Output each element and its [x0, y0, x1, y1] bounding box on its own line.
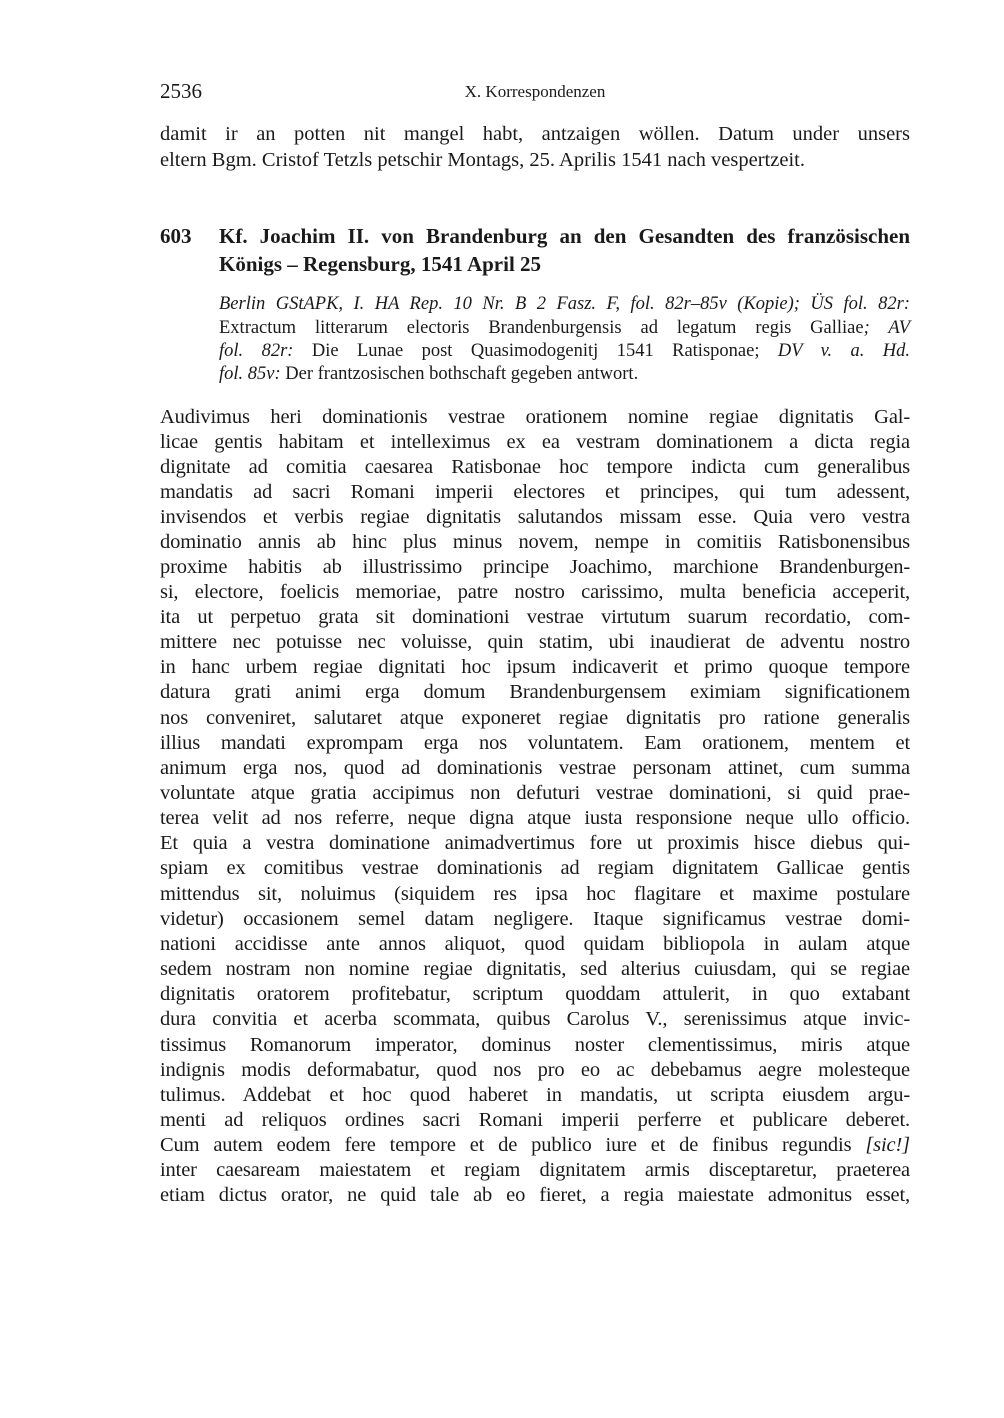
- body-line: proxime habitis ab illustrissimo principe Joachimo, marchione Brandenburgen-: [160, 556, 910, 578]
- body-line: videtur) occasionem semel datam negligere. Itaque significamus vestrae domi-: [160, 908, 910, 930]
- running-title: X. Korrespondenzen: [464, 82, 606, 101]
- body-line: mandatis ad sacri Romani imperii electores et principes, qui tum adessent,: [160, 481, 910, 503]
- body-line: menti ad reliquos ordines sacri Romani imperii perferre et publicare deberet.: [160, 1109, 910, 1131]
- body-line: illius mandati exprompam erga nos voluntatem. Eam orationem, mentem et: [160, 732, 910, 754]
- body-line: mittere nec potuisse nec voluisse, quin statim, ubi inaudierat de adventu nostro: [160, 631, 910, 653]
- body-line: terea velit ad nos referre, neque digna atque iusta responsione neque ullo officio.: [160, 807, 910, 829]
- body-line: spiam ex comitibus vestrae dominationis ad regiam dignitatem Gallicae gentis: [160, 857, 910, 879]
- body-line: dura convitia et acerba scommata, quibus Carolus V., serenissimus atque invic-: [160, 1008, 910, 1030]
- document-number: 603: [160, 224, 192, 248]
- source-line: Berlin GStAPK, I. HA Rep. 10 Nr. B 2 Fasz. F, fol. 82r–85v (Kopie); ÜS fol. 82r:: [219, 294, 910, 314]
- body-line: tissimus Romanorum imperator, dominus noster clementissimus, miris atque: [160, 1034, 910, 1056]
- body-line: invisendos et verbis regiae dignitatis salutandos missam esse. Quia vero vestra: [160, 506, 910, 528]
- source-italic-text: DV v. a. Hd.: [777, 341, 911, 361]
- document-title-line: Kf. Joachim II. von Brandenburg an den Gesandten des französischen: [219, 224, 910, 248]
- body-line: tulimus. Addebat et hoc quod haberet in mandatis, ut scripta eiusdem argu-: [160, 1084, 910, 1106]
- body-line: indignis modis deformabatur, quod nos pro eo ac debebamus aegre molesteque: [160, 1059, 910, 1081]
- editorial-note: [sic!]: [865, 1134, 911, 1156]
- continuation-line: damit ir an potten nit mangel habt, antzaigen wöllen. Datum under unsers: [160, 123, 910, 145]
- body-line: Et quia a vestra dominatione animadvertimus fore ut proximis hisce diebus qui-: [160, 832, 910, 854]
- body-line: dignitate ad comitia caesarea Ratisbonae hoc tempore indicta cum generalibus: [160, 456, 910, 478]
- body-line: mittendus sit, noluimus (siquidem res ipsa hoc flagitare et maxime postulare: [160, 883, 910, 905]
- page-number: 2536: [160, 79, 202, 103]
- body-line: dignitatis oratorem profitebatur, scriptum quoddam attulerit, in quo extabant: [160, 983, 910, 1005]
- body-line: datura grati animi erga domum Brandenburgensem eximiam significationem: [160, 681, 910, 703]
- body-line: nationi accidisse ante annos aliquot, quod quidam bibliopola in aulam atque: [160, 933, 910, 955]
- body-line: in hanc urbem regiae dignitati hoc ipsum indicaverit et primo quoque tempore: [160, 656, 910, 678]
- body-line: Audivimus heri dominationis vestrae orationem nomine regiae dignitatis Gal-: [160, 406, 910, 428]
- source-roman-text: Der frantzosischen bothschaft gegeben antwort.: [280, 364, 639, 384]
- body-line-text: Cum autem eodem fere tempore et de publico iure et de finibus regundis: [160, 1134, 852, 1156]
- body-line: inter caesaream maiestatem et regiam dignitatem armis disceptaretur, praeterea: [160, 1159, 910, 1181]
- body-line: etiam dictus orator, ne quid tale ab eo fieret, a regia maiestate admonitus esset,: [160, 1184, 910, 1206]
- document-title-line: Königs – Regensburg, 1541 April 25: [219, 252, 542, 276]
- body-line: ita ut perpetuo grata sit dominationi vestrae virtutum suarum recordatio, com-: [160, 606, 910, 628]
- source-italic-text: ; AV: [863, 318, 910, 338]
- source-line: [219, 363, 910, 386]
- source-line: [219, 340, 910, 363]
- source-roman-text: Extractum litterarum electoris Brandenburgensis ad legatum regis Galliae: [219, 318, 864, 338]
- source-roman-text: Die Lunae post Quasimodogenitj 1541 Ratisponae;: [293, 341, 778, 361]
- body-line: nos conveniret, salutaret atque exponeret regiae dignitatis pro ratione generalis: [160, 707, 910, 729]
- body-line: si, electore, foelicis memoriae, patre nostro carissimo, multa beneficia acceperit,: [160, 581, 910, 603]
- source-italic-text: fol. 85v:: [219, 364, 281, 384]
- body-line: animum erga nos, quod ad dominationis vestrae personam attinet, cum summa: [160, 757, 910, 779]
- body-line: licae gentis habitam et intelleximus ex ea vestram dominationem a dicta regia: [160, 431, 910, 453]
- page-header: [160, 78, 910, 104]
- source-line: [219, 317, 910, 340]
- continuation-line: eltern Bgm. Cristof Tetzls petschir Montags, 25. Aprilis 1541 nach vespertzeit.: [160, 149, 805, 171]
- body-line: dominatio annis ab hinc plus minus novem, nempe in comitiis Ratisbonensibus: [160, 531, 910, 553]
- body-line: [160, 1133, 910, 1158]
- source-italic-text: fol. 82r:: [219, 341, 294, 361]
- body-line: voluntate atque gratia accipimus non defuturi vestrae dominationi, si quid prae-: [160, 782, 910, 804]
- body-line: sedem nostram non nomine regiae dignitatis, sed alterius cuiusdam, qui se regiae: [160, 958, 910, 980]
